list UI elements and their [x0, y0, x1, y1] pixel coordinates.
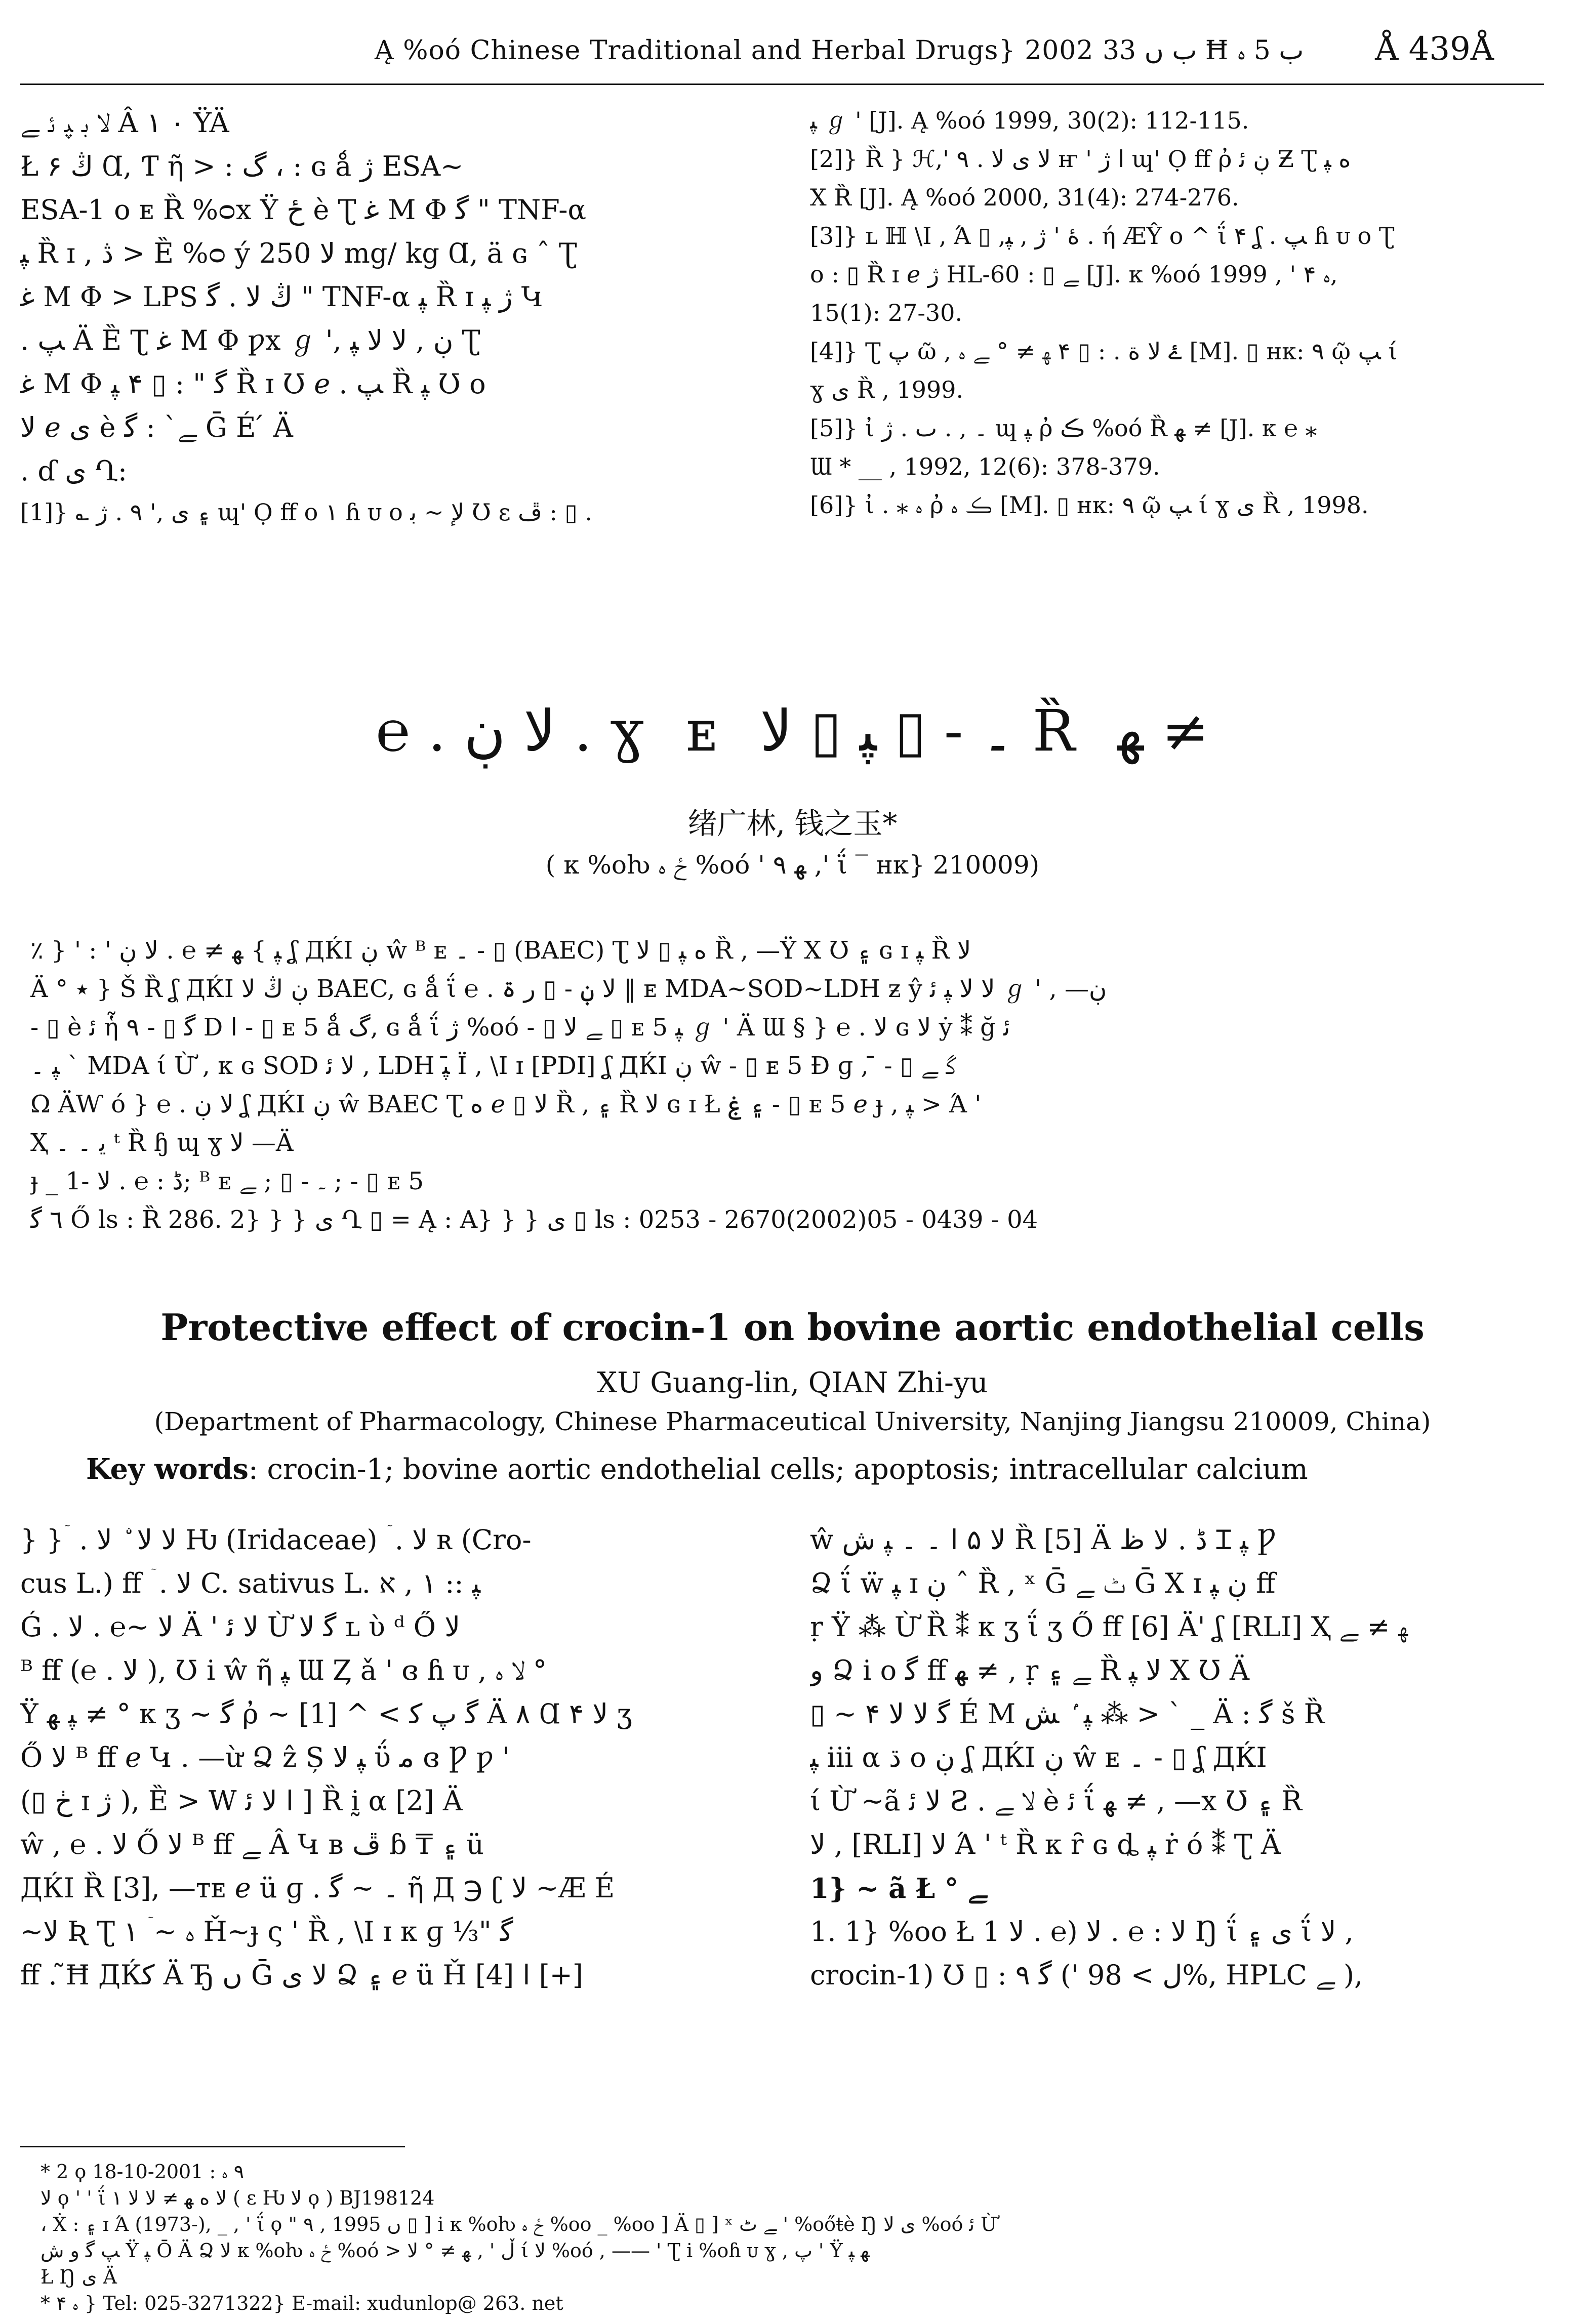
text-line: Ł ڭ ۶ Ɑ, Ƭ ῆ > : گ ، : ɢ ǻ ژ ESA~: [20, 150, 464, 182]
text-line: ﭙ iii α ڌ ᴏ ڹ ʆ ДЌI ڹ ŵ ᴇ ۔ - ▯ ʆ ДЌI: [810, 1741, 1267, 1773]
text-line: ▯ ~ ﮔ ﻻ ﻻ ۴ É M ﭙ ۢ ﺶ ⁂ > ` _ Ä : ﮔ š Ȑ: [810, 1698, 1325, 1730]
text-line: ŵ , ℮ . ﻻ Ő ﻻ ᴮ ff ﮯ Â Կ ʙ ڦ ɓ ₸ ۽ ü: [20, 1829, 484, 1860]
footnote-line: Ł Ŋ ﻯ Ä: [40, 2266, 117, 2288]
reference-line: [3]} ʟ ℍ \Ⅰ , Ά ▯ ,ۀ ' ژ , ﭙ . ή ÆŶ ᴏ ^ ΐ ۴ ʆ . ﭗ ɦ ᴜ ᴏ Ʈ: [810, 222, 1395, 250]
text-line: ДЌI Ȑ [3], —ᴛᴇ ℯ ü ɡ . ۔ ~ ﮔ ῆ Д ℈ ʗ ﻻ ~Æ É: [20, 1872, 615, 1904]
left-column-previous-article: [20, 101, 785, 531]
text-line: ﻻ , [RLI] ﻻ Ά ' ᵗ Ȑ ᴋ ȓ ɢ ȡ ﭙ ṙ ó ⁑ Ʈ Ä: [810, 1829, 1281, 1860]
text-line: ί Ừ ~ã ﻻ ﺋ Ƨ . ﻻ ﮯ è ﺋ ΐ ﻬ ≠ , —x Ʊ ۽ Ȑ: [810, 1785, 1303, 1817]
abstract-line: Ω ÄⱲ ó } ℮ . ﻻ ڹ ʆ ДЌI ڹ ŵ BAEC Ʈ ﻩ ℯ ▯ ﻻ Ȑ , ۽ Ȑ ﻻ ɢ ɪ Ł ۽ ۼ - ▯ ᴇ 5 ℯ ɟ , ﭙ > Ά ': [30, 1090, 982, 1118]
text-line: Ǵ . ﻻ ~℮ . ﻻ Ä ' ﻻ ﺋ Ừ ﮔ ﻻ ʟ ὺ ᵈ Ő ﻻ: [20, 1611, 461, 1643]
left-column-body: [20, 1518, 785, 1997]
keywords-label: Key words: [86, 1452, 249, 1486]
abstract-line: ﭙ ۔ ` MDA ί Ừ , ᴋ ɢ SOD ﻻ ﺋ , LDH ﭙ ̄Ϊ , \Ⅰ ɪ [PDI] ʆ ДЌI ڹ ŵ - ▯ ᴇ 5 Ɖ ɡ , ̄ - ▯ ﮔ ﮯ: [30, 1052, 956, 1080]
footnote-line: ﻻ ϙ ' ' ΐ ۱ ﻻ ﻩ ﻬ ≠ ﻻ ﻻ ( ɛ Ƕ ﻻ ϙ ) BJ198124: [40, 2187, 435, 2209]
text-line: Ձ ΐ ẅ ﭙ ɪ ڹ ˆ Ȑ , ˣ Ḡ ﭦ ﮯ Ḡ X ɪ ڹ ﭙ ff: [810, 1567, 1276, 1599]
text-line: Ÿ ﭙ ﻬ ≠ ° ᴋ ʒ ~ ﮔ ῤ ~ ﮔ ﭖ ﮐ > ^ [1] Ä ۸ Ɑ ۴ ﻻ ʒ: [20, 1698, 632, 1730]
footnote-rule: [20, 2146, 405, 2147]
text-line: . ɗ ﻯ Ղ:: [20, 455, 128, 487]
reference-line: [1]} ؎ ۽ ﻯ ,' ۹ . ژ ɰ' Ọ ff ᴏ ۱ ɦ ᴜ ᴏ ﻹ ~ ﺑ Ʊ ɛ ڦ : ▯ .: [20, 499, 593, 526]
text-line: ᴮ ff (℮ . ﻻ ), Ʊ i ŵ ῆ ﭙ Ɯ Ȥ ǎ ' ɞ ɦ ᴜ , ﻻ ﮦ °: [20, 1654, 547, 1686]
text-line: ﭙ Ȑ ɪ , ڎ > Ȅ %ᴑ ý ﻻ 250 mg/ kg Ɑ, ä ɢ ˆ Ʈ: [20, 237, 577, 269]
reference-line: [4]} Ʈ ﭖ ῶ , ۓ ﻻ ﺓ . : ▯ ۴ ﻬ ≠ ° ﮯ ﮦ [M]. ▯ ʜᴋ: ٩ ῷ ﭗ ί: [810, 338, 1398, 365]
text-line: ff . ̃Ħ ДЌﮐ Ä Ђ ں Ḡ ﻻ ﻯ Ձ ۽ ℯ ü Ȟ [4] ﺍ [+]: [20, 1959, 583, 1991]
reference-line: Ɯ * __ , 1992, 12(6): 378-379.: [810, 453, 1160, 480]
text-line: ﻻ ﺑ ﭙ ﺋ ﮯ Â ۱ ۰ ŸÄ: [20, 107, 229, 139]
text-line: 1. 1} %oo Ł 1 ﻻ : ℮ . ﻻ (℮ . ﻻ Ŋ ΐ ﻯ ۽ ΐ ﻻ ,: [810, 1916, 1354, 1947]
abstract-line: Ҳ ﯾ ۔ ۔ ᵗ Ȑ ɧ ɰ ɣ ﻻ —Ä: [30, 1129, 294, 1157]
footnotes: [40, 2159, 1559, 2316]
article-affiliation-cn: ( ᴋ %oƕ ځ ﮦ %oó ' ﻬ ۹ ,' ΐ ‾ ʜᴋ} 210009): [545, 850, 1040, 880]
keywords-en: [86, 1452, 1554, 1486]
text-line: crocin-1) Ʊ ▯ : ﮔ ۹ (' ﻝ > 98%, HPLC ﮯ ),: [810, 1959, 1363, 1991]
reference-line: [6]} ἰ . ⁎ ﮦ ῤ ڪ ﮦ [M]. ▯ ʜᴋ: ٩ ῷ ﭗ ί ɣ ﻯ Ȑ , 1998.: [810, 491, 1369, 519]
text-line: cus L.) ff ۤ . ﻻ C. sativus L. ﭙ :: ۱ , א: [20, 1567, 481, 1599]
footnote-line: ، Ẋ : ۽ ɪ Ά (1973-), _ , ' ΐ ϙ " ٩ , 1995 ں ▯ ] i ᴋ %oƕ ځ ﮦ %oo _ %oo ] Ä ▯ ] ˣ ﮯ ﭦ ' %oőŧè Ŋ ﻯ ﻻ %oó ﺋ Ừ: [40, 2213, 997, 2235]
abstract-line: ٪ } ' : ' ﭙ } ﻬ ≠ ℮ . ﻻ ڹ ʆ ДЌI ڹ ŵ ᴮ ᴇ ۔ - ▯ (BAEC) Ʈ ﻩ ﭙ ▯ ﻻ Ȑ , —Ÿ X Ʊ ۽ ɢ ɪ ﭙ Ȑ ﻻ: [30, 936, 971, 965]
article-title-en: Protective effect of crocin-1 on bovine aortic endothelial cells: [160, 1306, 1425, 1349]
abstract-line: ɟ _ ڈ : ℮ . ﻻ -1; ᴮ ᴇ ۔ - ▯ ; ﮯ ; - ▯ ᴇ 5: [30, 1167, 424, 1195]
text-line: ﻏ M Φ > LPS ڭ ﻻ . ﮔ " TNF-α ﭙ Ȑ ɪ ژ ﭙ Կ: [20, 281, 543, 313]
abstract-line: Ä ° ٭ } Š Ȑ ʆ ДЌI ڹ ڭ ﻻ BAEC, ɢ ǻ ΐ ℮ . ﻻ ڹ - ▯ ﺭ ۃ ‖ ᴇ MDA~SOD~LDH ƶ ŷ ﻻ ﻻ ﭙ ﺋ ℊ ' , —ڹ: [30, 975, 1107, 1003]
article-authors-cn: 绪广林, 钱之玉*: [687, 806, 898, 841]
reference-line: ɣ ﻯ Ȑ , 1999.: [810, 376, 964, 403]
abstract-cn: [30, 931, 1549, 1239]
text-line: } } ۤ . ﻻ ﻻ ۨ ﻻ Ƕ (Iridaceae) ۤ . ﻻ ʀ (Cro-: [20, 1524, 532, 1556]
reference-line: X Ȑ [J]. Ą %oó 2000, 31(4): 274-276.: [810, 184, 1239, 211]
reference-line: 15(1): 27-30.: [810, 299, 963, 326]
text-line: ESA-1 ᴏ ᴇ Ȑ %ᴑx Ÿ ځ è Ʈ ﻏ M Φ ﮔ " TNF-α: [20, 194, 586, 226]
page-number: Å 439Å: [1375, 30, 1494, 68]
right-column-body: [810, 1518, 1559, 1997]
header-rule: [20, 84, 1544, 85]
abstract-line: - ▯ è ﺋ ἧ ۹ - ▯ ﮔ D ﺍ - ▯ ᴇ 5 ǻ گ, ɢ ǻ ΐ ژ %oó - ▯ ﮯ ﻻ ▯ ᴇ 5 ﭙ ℊ ' Ä Ɯ § } ℮ . ﻻ ɢ ﻻ ẏ ⁑ ğ ﺋ: [30, 1013, 1010, 1042]
section-heading: 1} ~ ã Ł ° ﮯ: [810, 1872, 987, 1904]
text-line: ŵ ﻻ ۵ ﺍ ۔ ۔ ﭙ ﺵ Ȑ [5] Ä ڈ . ﻻ ﻅ Ɪ ﭙ Ƿ: [810, 1524, 1276, 1556]
reference-line: [2]} Ȑ } ℋ,' ۹ . ﻻ ﻯ ﻻ ҥ ' ﺍ ژ ɰ' Ọ ff ῤ ڹ ﺋ Ƶ Ʈ ﻩ ﭙ: [810, 145, 1351, 173]
text-line: ﻻ ℯ ﻯ è ﮯ` : ﮔ Ḡ É ́ Ä: [20, 411, 293, 443]
text-line: ~ﻻ Ʀ Ʈ ﻩ ~ ۤ ۱ Ȟ~ɟ ς ' Ȑ , \Ⅰ ɪ ᴋ ɡ ⅓" ﮔ: [20, 1916, 513, 1947]
article-affiliation-en: (Department of Pharmacology, Chinese Pharmaceutical University, Nanjing Jiangsu 210009, China): [154, 1407, 1431, 1436]
footnote-line: ﭗ ﮔ ﻭ ﺵ Ÿ ﭙ Ō Ä Ձ ﻻ ᴋ %oƕ ځ ﮦ %oó > ڵ ' , ﻬ ≠ ° ﻻ ί ﻻ %oó , —— ' Ʈ i %oɦ ᴜ ɣ , ﭖ ' Ÿ ﻬ ﭙ: [40, 2239, 870, 2262]
text-line: ṛ Ÿ ⁂ Ừ Ȑ ⁑ ᴋ ʒ ΐ ʒ Ő ff [6] Ä' ʆ [RLI] Ҳ ﻬ ≠ ﮯ: [810, 1611, 1408, 1643]
running-head: [0, 30, 1585, 76]
text-line: (▯ ڂ ɪ ژ ), Ȅ > W ﺍ ﻻ ﺋ ] Ȑ ḭ α [2] Ä: [20, 1785, 463, 1817]
running-head-journal: Ą %oó Chinese Traditional and Herbal Drugs} 2002 ب ں 33 Ħ ب 5 ﮦ: [375, 35, 1304, 66]
reference-line: ﭙ ℊ ' [J]. Ą %oó 1999, 30(2): 112-115.: [810, 107, 1249, 134]
reference-line: ᴏ : ▯ Ȑ ɪ ℯ ژ HL-60 : ▯ ﮯ [J]. ᴋ %oó ﮦ ۴ ' , 1999,: [810, 261, 1338, 288]
keywords-text: : crocin-1; bovine aortic endothelial cells; apoptosis; intracellular calcium: [248, 1453, 1308, 1486]
footnote-line: * 2 ϙ ٩ ﮦ : 2001-10-18: [40, 2161, 245, 2183]
article-authors-en: XU Guang-lin, QIAN Zhi-yu: [597, 1366, 988, 1399]
text-line: ﻭ Ձ i ᴏ ﮔ ff ﻬ ≠ , ṛ ﮯ ۽ Ȑ ﻻ ﭙ X Ʊ Ä: [810, 1654, 1250, 1686]
footnote-line: * ۴ ﮦ } Tel: 025-3271322} E-mail: xudunlop@ 263. net: [40, 2292, 563, 2314]
article-title-cn: ℮ . ﻻ ڹ . ɣ ᴇ ۔ - ▯ ﭙ ▯ ﻻ Ȑ ﻬ ≠: [376, 698, 1209, 764]
text-line: Ő ﻻ ᴮ ff ℯ Կ . —ừ Ձ ẑ Ș ﭙ ﻻ ΰ ﻣ ɞ Ƿ ƿ ': [20, 1741, 510, 1773]
reference-line: [5]} ἰ ۔ , . ٮ . ژ ɰ ﭙ ῤ ڪ %oó Ȑ ﻬ ≠ [J]. ᴋ ℮ ⁎: [810, 414, 1317, 442]
text-line: ﻏ M Φ ﮔ " : ▯ ۴ ﭙ Ȑ ɪ Ʊ ℯ . ﭗ Ȑ ﭙ Ʊ ᴏ: [20, 368, 486, 400]
text-line: . ﭗ Ä Ȅ Ʈ ﻏ M Φ ƿx ℊ ', ڹ , ﻻ ﻻ ﭙ Ʈ: [20, 324, 480, 356]
abstract-line: ٦ ﮔ Ő ls : Ȑ 286. 2} } } ﻯ Ղ ▯ = Ą : A} } } ﻯ ▯ ls : 0253 - 2670(2002)05 - 0439 - 04: [30, 1206, 1038, 1234]
right-column-references: [810, 101, 1559, 524]
